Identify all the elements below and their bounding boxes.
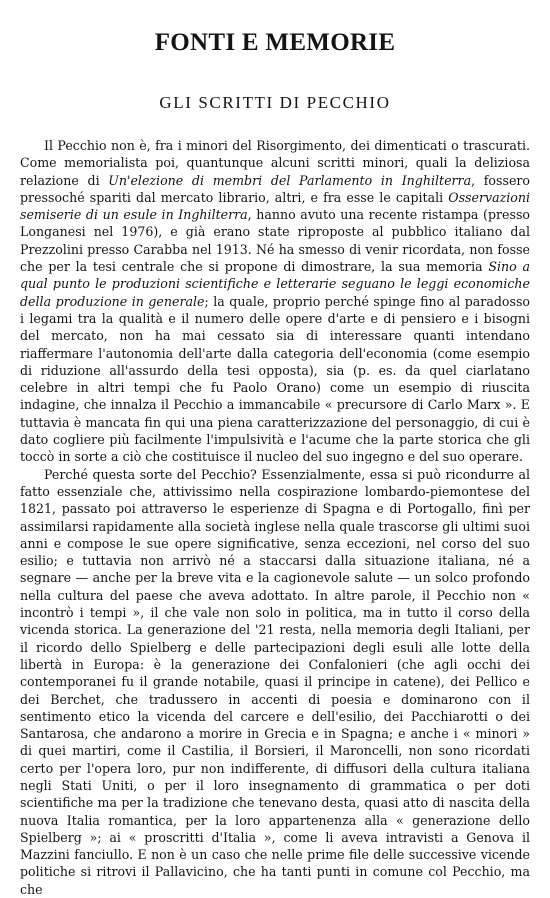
section-title: FONTI E MEMORIE — [154, 29, 396, 56]
italic-title-elezione: Un'elezione di membri del Parlamento in Inghilterra — [108, 172, 472, 188]
italic-title-osservazioni: Osservazioni semiserie di un esule in Inghilterra — [20, 189, 530, 223]
italic-title-memoria: Sino a qual punto le produzioni scientifiche e letterarie seguano le leggi economiche della produzione in generale — [20, 259, 530, 309]
paragraph-1 — [20, 137, 530, 466]
paragraph-text: , fossero pressoché spariti dal mercato librario, altri, e fra esse le capitali — [20, 172, 530, 205]
paragraph-text: Perché questa sorte del Pecchio? Essenzialmente, essa si può ricondurre al fatto essenziale che, attivissimo nella cospirazione lombardo-piemontese del 1821, passato poi attraverso le esperienze di Spagna e di Portogallo, finì per assimilarsi rapidamente alla società inglese nella quale trascorse gli ultimi suoi anni e compose le sue opere significative, senza eccezioni, nel corso del suo esilio; e tuttavia non arrivò né a staccarsi dalla situazione italiana, né a segnare — anche per la breve vita e la cagionevole salute — un solco profondo nella cultura del paese che aveva adottato. In altre parole, il Pecchio non « incontrò i tempi », il che vale non solo in politica, ma in tutto il corso della vicenda storica. La generazione del '21 resta, nella memoria degli Italiani, per il ricordo dello Spielberg e delle partecipazioni degli esuli alle lotte della libertà in Europa: è la generazione dei Confalonieri (che agli occhi dei contemporanei fu il grande notabile, quasi il principe in catene), dei Pellico e dei Berchet, che tradussero in accenti di poesia e dominarono con il sentimento etico la vicenda del carcere e dell'esilio, dei Pacchiarotti o dei Santarosa, che andarono a morire in Grecia e in Spagna; e anche i « minori » di quei martiri, come il Castilia, il Borsieri, il Maroncelli, non sono ricordati certo per l'opera loro, pur non indifferente, di diffusori della cultura italiana negli Stati Uniti, o per il loro insegnamento di grammatica o per doti scientifiche ma per la tradizione che tenevano desta, quasi atto di nascita della nuova Italia romantica, per la loro appartenenza alla « generazione dello Spielberg »; ai « proscritti d'Italia », come li aveva intravisti a Genova il Mazzini fanciullo. E non è un caso che nelle prime file delle successive vicende politiche si ritrovi il Pallavicino, che ha tanti punti in comune col Pecchio, ma che — [20, 466, 530, 897]
article-title: GLI SCRITTI DI PECCHIO — [159, 93, 391, 112]
paragraph-text: ; la quale, proprio perché spinge fino al paradosso i legami tra la qualità e il numero delle opere d'arte e di pensiero e i bisogni del mercato, non ha mai cessato sia di interessare quanti intendano riaffermare l'autonomia dell'arte dalla categoria dell'economia (come esempio di riduzione all'assurdo della tesi opposta), sia (p. es. da quel ciarlatano celebre in altri tempi che fu Paolo Orano) come un esempio di riuscita indagine, che innalza il Pecchio a immancabile « precursore di Carlo Marx ». E tuttavia è mancata fin qui una piena caratterizzazione del personaggio, di cui è dato cogliere più facilmente l'impulsività e l'acume che la parte storica che gli toccò in sorte a ciò che costituisce il nucleo del suo ingegno e del suo operare. — [20, 293, 530, 465]
paragraph-text: Il Pecchio non è, fra i minori del Risorgimento, dei dimenticati o trascurati. Come memorialista poi, quantunque alcuni scritti minori, quali la deliziosa relazione di — [20, 138, 530, 188]
paragraph-text: , hanno avuto una recente ristampa (presso Longanesi nel 1976), e già erano state riproposte al pubblico italiano dal Prezzolini presso Carabba nel 1913. Né ha smesso di venir ricordata, non fosse che per la tesi centrale che si propone di dimostrare, la sua memoria — [20, 207, 530, 275]
paragraph-2 — [20, 466, 530, 898]
article-body — [20, 137, 530, 898]
